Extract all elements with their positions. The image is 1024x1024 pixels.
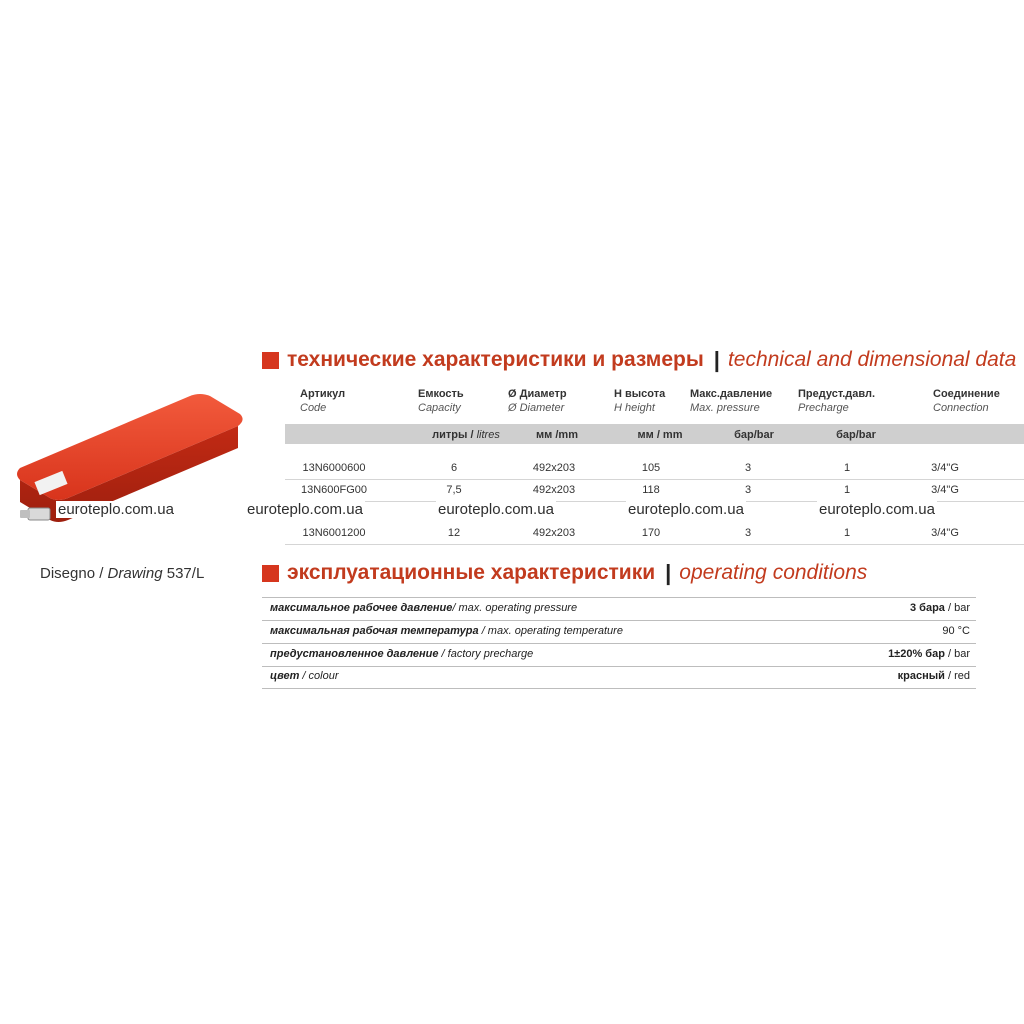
- operating-row: предустановленное давление / factory precharge 1±20% бар / bar: [262, 644, 976, 667]
- table-row: 13N600FG00 7,5 492x203 118 3 1 3/4"G: [285, 480, 1024, 502]
- col-header-diameter: Ø Диаметр Ø Diameter: [508, 388, 567, 414]
- red-square-icon: [262, 565, 279, 582]
- technical-heading: технические характеристики и размеры | technical and dimensional data: [262, 347, 1016, 373]
- table-row: 13N6000600 6 492x203 105 3 1 3/4"G: [285, 458, 1024, 480]
- technical-heading-ru: технические характеристики и размеры: [287, 348, 704, 371]
- watermark-text: euroteplo.com.ua: [819, 501, 935, 518]
- col-header-capacity: Емкость Capacity: [418, 388, 464, 414]
- operating-row: цвет / colour красный / red: [262, 666, 976, 689]
- operating-row: максимальная рабочая температура / max. operating temperature 90 °C: [262, 621, 976, 644]
- unit-max-pressure: бар/bar: [734, 429, 774, 441]
- col-header-height: H высота H height: [614, 388, 666, 414]
- unit-capacity: литры / litres: [432, 429, 500, 441]
- col-header-code: Артикул Code: [300, 388, 346, 414]
- table-row: 13N6001200 12 492x203 170 3 1 3/4"G: [285, 523, 1024, 545]
- col-header-connection: Соединение Connection: [933, 388, 1000, 414]
- unit-diameter: мм /mm: [536, 429, 578, 441]
- watermark-text: euroteplo.com.ua: [247, 501, 363, 518]
- watermark-text: euroteplo.com.ua: [58, 501, 174, 518]
- col-header-precharge: Предуст.давл. Precharge: [798, 388, 876, 414]
- watermark-text: euroteplo.com.ua: [438, 501, 554, 518]
- red-square-icon: [262, 352, 279, 369]
- unit-height: мм / mm: [637, 429, 683, 441]
- watermark-text: euroteplo.com.ua: [628, 501, 744, 518]
- technical-heading-en: technical and dimensional data: [727, 348, 1017, 371]
- expansion-vessel-image: [14, 390, 250, 550]
- operating-heading-en: operating conditions: [679, 561, 868, 584]
- drawing-caption: Disegno / Drawing 537/L: [40, 565, 205, 582]
- col-header-max-pressure: Макс.давление Max. pressure: [690, 388, 773, 414]
- operating-heading-ru: эксплуатационные характеристики: [287, 561, 656, 584]
- operating-heading: эксплуатационные характеристики | operating conditions: [262, 560, 867, 586]
- unit-precharge: бар/bar: [836, 429, 876, 441]
- operating-row: максимальное рабочее давление/ max. operating pressure 3 бара / bar: [262, 598, 976, 621]
- red-vessel-icon: [14, 390, 250, 550]
